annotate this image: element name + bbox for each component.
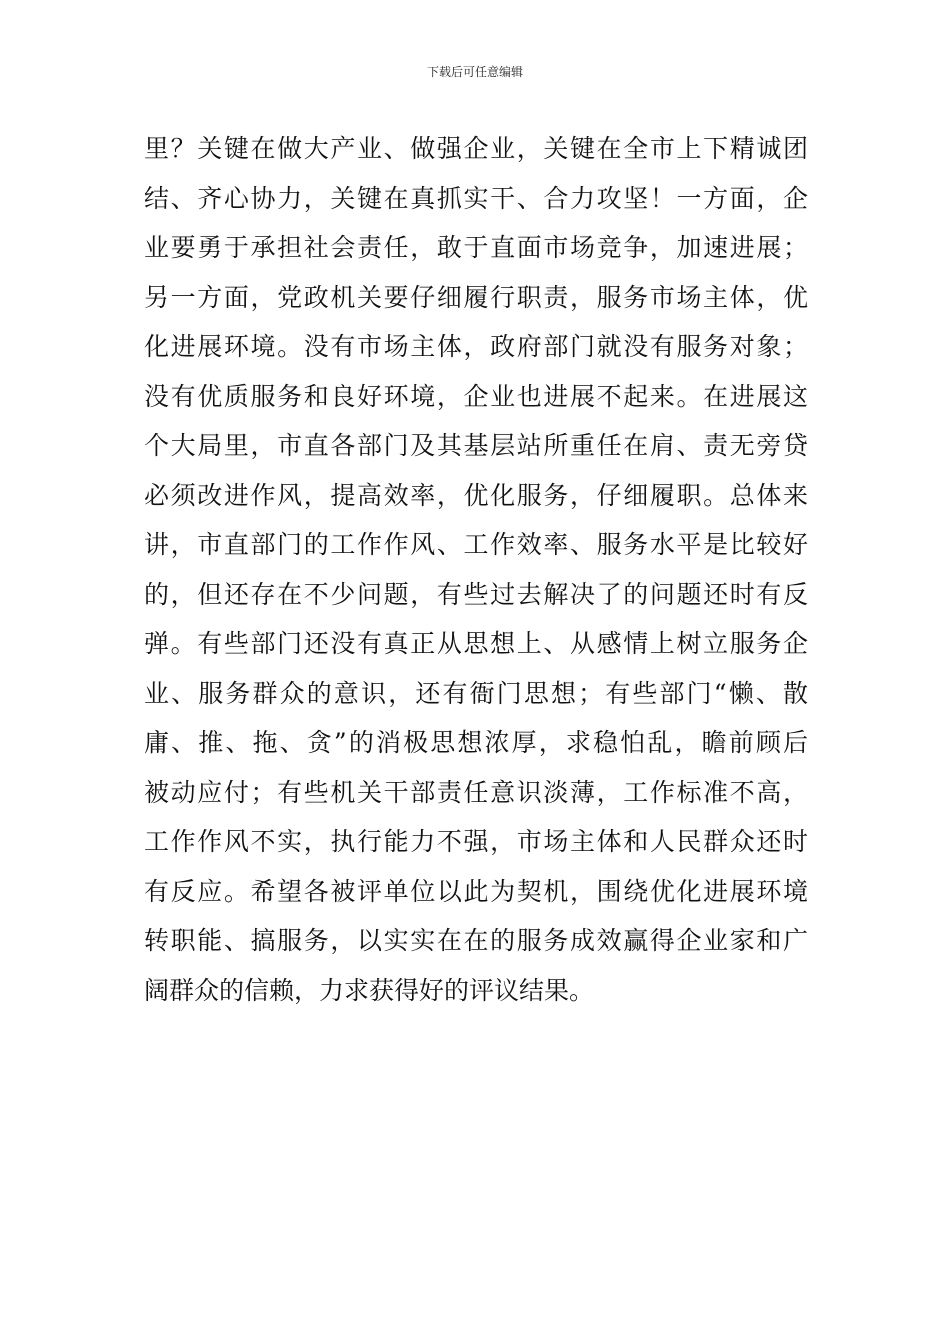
body-paragraph <box>144 124 808 1015</box>
text-line: 个大局里，市直各部门及其基层站所重任在肩、责无旁贷 <box>144 431 808 460</box>
text-line: 转职能、搞服务，以实实在在的服务成效赢得企业家和广 <box>144 926 808 955</box>
text-line: 工作作风不实，执行能力不强，市场主体和人民群众还时 <box>144 827 808 856</box>
text-line: 庸、推、拖、贪”的消极思想浓厚，求稳怕乱，瞻前顾后 <box>144 728 808 757</box>
text-line: 结、齐心协力，关键在真抓实干、合力攻坚！一方面，企 <box>144 183 808 213</box>
text-line: 弹。有些部门还没有真正从思想上、从感情上树立服务企 <box>144 629 808 658</box>
text-line: 必须改进作风，提高效率，优化服务，仔细履职。总体来 <box>144 480 808 510</box>
text-line: 有反应。希望各被评单位以此为契机，围绕优化进展环境 <box>144 876 808 906</box>
text-line: 业要勇于承担社会责任，敢于直面市场竞争，加速进展； <box>144 233 808 262</box>
text-line: 另一方面，党政机关要仔细履行职责，服务市场主体，优 <box>144 282 808 312</box>
text-line: 讲，市直部门的工作作风、工作效率、服务水平是比较好 <box>144 530 808 559</box>
text-line: 没有优质服务和良好环境，企业也进展不起来。在进展这 <box>144 381 808 411</box>
text-line: 业、服务群众的意识，还有衙门思想；有些部门“懒、散 <box>144 678 808 708</box>
page-header-note: 下载后可任意编辑 <box>426 65 523 79</box>
text-line: 的，但还存在不少问题，有些过去解决了的问题还时有反 <box>144 579 808 609</box>
text-line: 里？关键在做大产业、做强企业，关键在全市上下精诚团 <box>144 134 808 163</box>
text-line: 化进展环境。没有市场主体，政府部门就没有服务对象； <box>144 332 808 361</box>
text-line: 阔群众的信赖，力求获得好的评议结果。 <box>144 975 595 1005</box>
text-line: 被动应付；有些机关干部责任意识淡薄，工作标准不高， <box>144 777 808 807</box>
